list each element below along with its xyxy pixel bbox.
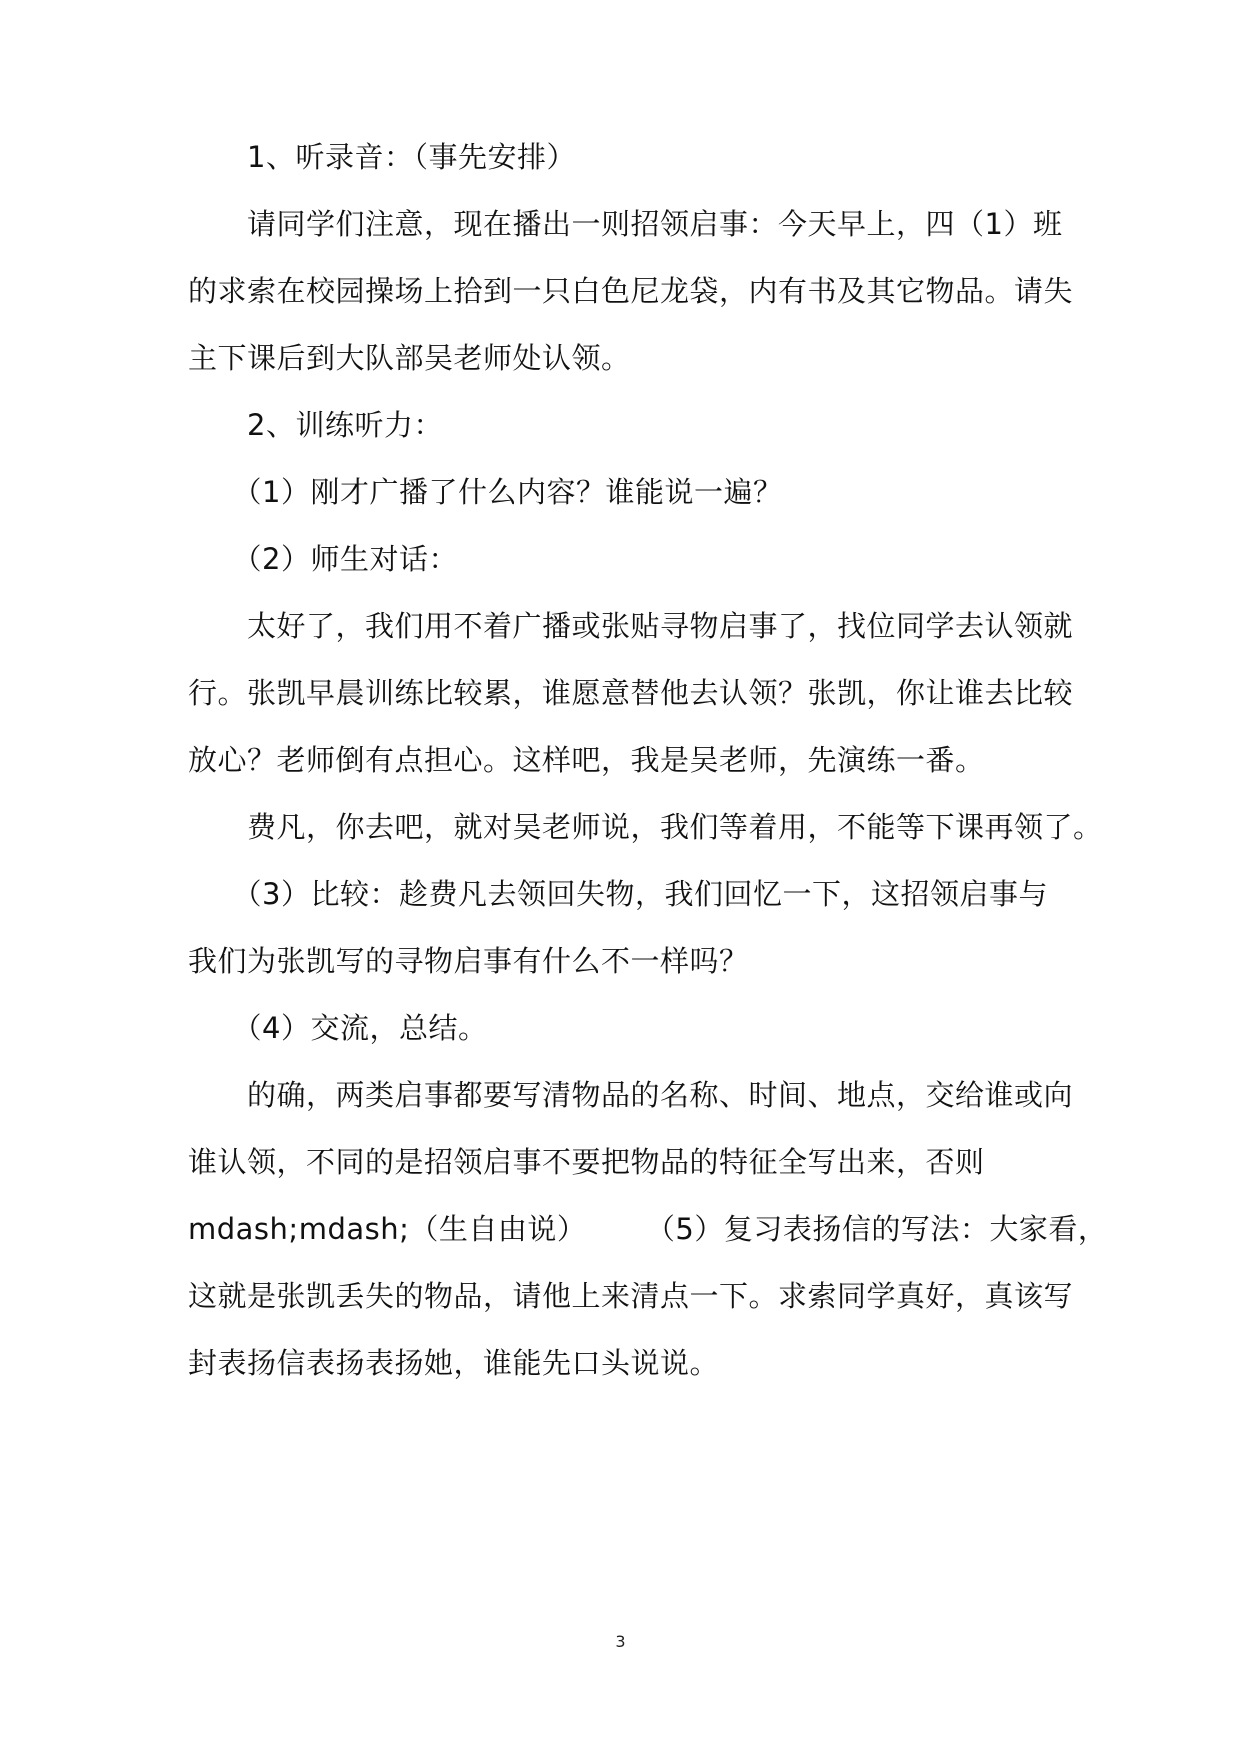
text-line: 放心？老师倒有点担心。这样吧，我是吴老师，先演练一番。 [188,743,985,777]
text-line: （2）师生对话： [188,542,458,576]
text-line: 行。张凯早晨训练比较累，谁愿意替他去认领？张凯，你让谁去比较 [188,676,1074,710]
text-line: 太好了，我们用不着广播或张贴寻物启事了，找位同学去认领就 [188,609,1074,643]
text-line: 的确，两类启事都要写清物品的名称、时间、地点，交给谁或向 [188,1078,1074,1112]
page-number: 3 [615,1632,626,1651]
text-line: 2、训练听力： [188,408,443,442]
text-line: 封表扬信表扬表扬她，谁能先口头说说。 [188,1346,720,1380]
text-line: 请同学们注意，现在播出一则招领启事：今天早上，四（1）班 [188,207,1063,241]
text-line: （4）交流，总结。 [188,1011,488,1045]
text-line: （3）比较：趁费凡去领回失物，我们回忆一下，这招领启事与 [188,877,1048,911]
text-line: 主下课后到大队部吴老师处认领。 [188,341,631,375]
text-line: 这就是张凯丢失的物品，请他上来清点一下。求索同学真好，真该写 [188,1279,1074,1313]
text-line: 的求索在校园操场上拾到一只白色尼龙袋，内有书及其它物品。请失 [188,274,1074,308]
text-line: 费凡，你去吧，就对吴老师说，我们等着用，不能等下课再领了。 [188,810,1103,844]
text-line: 1、听录音：（事先安排） [188,140,576,174]
text-line: mdash;mdash;（生自由说） （5）复习表扬信的写法：大家看， [188,1212,1108,1246]
text-line: 我们为张凯写的寻物启事有什么不一样吗？ [188,944,749,978]
text-line: 谁认领，不同的是招领启事不要把物品的特征全写出来，否则 [188,1145,985,1179]
text-line: （1）刚才广播了什么内容？谁能说一遍？ [188,475,783,509]
